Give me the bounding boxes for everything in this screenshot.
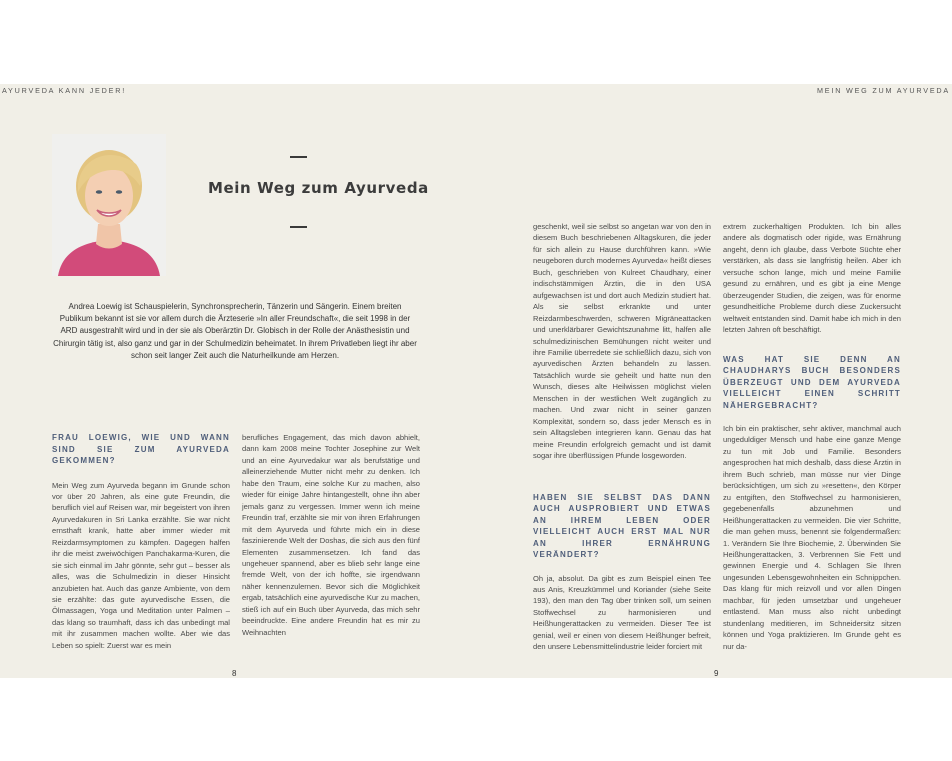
page-number-right: 9: [714, 669, 719, 678]
running-header-left: AYURVEDA KANN JEDER!: [2, 86, 127, 95]
intro-paragraph: Andrea Loewig ist Schauspielerin, Synchronsprecherin, Tänzerin und Sängerin. Einem breiten Publikum bekannt ist sie vor allem durch die Ärzteserie »In aller Freundschaft«, die seit 1998 in der ARD ausgestrahlt wird und in der sie als Oberärztin Dr. Globisch in der Rolle der Anästhesistin und Chirurgin tätig ist, also ganz und gar in der Schulmedizin beheimatet. In ihrem Privatleben liegt ihr aber schon seit langer Zeit auch die Naturheilkunde am Herzen.: [53, 302, 417, 360]
running-header-right: MEIN WEG ZUM AYURVEDA: [817, 86, 950, 95]
author-portrait: [52, 134, 166, 276]
answer-paragraph-6: Ich bin ein praktischer, sehr aktiver, manchmal auch ungeduldiger Mensch und habe eine ganze Menge zu tun mit Job und Familie. Besonders angesprochen hat mich deshalb, dass diese Ärztin in ihrem Buch schrieb, man müsse nur vier Dinge berücksichtigen, um sich zu »resetten«, den Körper zu entgiften, den Stoffwechsel zu harmonisieren, gegebenenfalls abzunehmen und Heißhungerattacken zu vermeiden. Die vier Schritte, die man gehen muss, benennt sie folgendermaßen: 1. Verändern Sie Ihre Biochemie, 2. Überwinden Sie Heißhungerattacken, 3. Verbrennen Sie Fett und gewinnen Energie und 4. Schlagen Sie Ihren ungesunden Lebensgewohnheiten ein Schnippchen. Das klang für mich reizvoll und vor allen Dingen machbar, für jeden umsetzbar und ungeheuer entlastend. Man muss also nicht unbedingt stundenlang meditieren, im Schneidersitz sitzen können und Yoga praktizieren. Im Grunde geht es nur da-: [723, 424, 901, 651]
question-heading-1: FRAU LOEWIG, WIE UND WANN SIND SIE ZUM AYURVEDA GEKOMMEN?: [52, 433, 230, 465]
chapter-title: Mein Weg zum Ayurveda: [208, 179, 429, 197]
left-page-column-2: [242, 432, 420, 638]
page-number-left: 8: [232, 669, 237, 678]
left-page-column-1: [52, 432, 230, 651]
answer-paragraph-4: Oh ja, absolut. Da gibt es zum Beispiel einen Tee aus Anis, Kreuzkümmel und Koriander (siehe Seite 193), den man den Tag über trinken soll, um seinen Stoffwechsel zu harmonisieren und Heißhungerattacken zu vermeiden. Dieser Tee ist genial, weil er einen von diesem Heißhunger befreit, den unsere Lebensmittelindustrie leider forciert mit: [533, 573, 711, 652]
right-page-column-2: [723, 221, 901, 652]
title-dash-top: [290, 156, 307, 158]
answer-paragraph-1: Mein Weg zum Ayurveda begann im Grunde schon vor über 20 Jahren, als eine gute Freundin, die beruflich viel auf Reisen war, mir begeistert von ihren Ayurvedakuren in Sri Lanka erzählte. Sie war nicht ernsthaft krank, hatte aber immer wieder mit Reizdarmsymptomen zu kämpfen. Dagegen halfen ihr die meist zweiwöchigen Panchakarma-Kuren, die sie sich einmal im Jahr gönnte, sehr gut – besser als alles, was die Schulmedizin in dieser Hinsicht anzubieten hat. Auch das ganze Ambiente, von dem sie erzählte: das gute ayurvedische Essen, die Ölmassagen, Yoga und Meditation unter Palmen – das klang so traumhaft, dass ich das unbedingt mal mit ihr zusammen machen wollte. Aber wie das Leben so spielt: Zuerst war es mein: [52, 480, 230, 650]
question-heading-2: HABEN SIE SELBST DAS DANN AUCH AUSPROBIERT UND ETWAS AN IHREM LEBEN ODER VIELLEICHT AUCH ERST MAL NUR AN IHRER ERNÄHRUNG VERÄNDERT?: [533, 492, 711, 560]
answer-paragraph-5: extrem zuckerhaltigen Produkten. Ich bin alles andere als dogmatisch oder rigide, was Ernährung angeht, denn ich glaube, dass Verbote Süchte eher verstärken, als dass sie langfristig heilen. Aber ich versuche schon lange, mich und meine Familie gesund zu ernähren, und es gibt ja eine Menge überzeugender Studien, die zeigen, was für enorme gesundheitliche Probleme durch diese Zuckersucht weltweit entstanden sind. Damit habe ich mich in den letzten Jahren oft beschäftigt.: [723, 222, 901, 335]
question-heading-3: WAS HAT SIE DENN AN CHAUDHARYS BUCH BESONDERS ÜBERZEUGT UND DEM AYURVEDA VIELLEICHT EINEN SCHRITT NÄHERGEBRACHT?: [723, 354, 901, 410]
right-page-column-1: [533, 221, 711, 653]
portrait-illustration: [52, 134, 166, 276]
answer-paragraph-2: berufliches Engagement, das mich davon abhielt, dann kam 2008 meine Tochter Josephine zur Welt und an eine Ayurvedakur war als berufstätige und alleinerziehende Mutter nicht mehr zu denken. Ich habe den Traum, eine solche Kur zu machen, also wieder für einige Jahre hintangestellt, ohne ihn aber jemals ganz zu vergessen. Immer wenn ich meine Freundin traf, erzählte sie mir von ihren Erfahrungen mit dem Ayurveda und führte mich ein in diese faszinierende Welt der Doshas, die sich aus den fünf Elementen zusammensetzen. Ich fand das ungeheuer spannend, aber es blieb sehr lange eine fremde Welt, von der ich hoffte, sie irgendwann näher kennenzulernen. Bevor sich die Möglichkeit ergab, tatsächlich eine ayurvedische Kur zu machen, stieß ich auf ein Buch über Ayurveda, das mich sehr beeindruckte. Eine andere Freundin hat es mir zu Weihnachten: [242, 433, 420, 637]
answer-paragraph-3: geschenkt, weil sie selbst so angetan war von den in diesem Buch beschriebenen Alltagskuren, die jeder für sich allein zu Hause durchführen kann. »Wie neugeboren durch modernes Ayurveda« heißt dieses Buch, geschrieben von Kulreet Chaudhary, einer indischstämmigen Ärztin, die in den USA aufgewachsen ist und dort auch Medizin studiert hat. Als sie selbst erkrankte und unter Reizdarmbeschwerden, schweren Migräneattacken und unerklärbarer Gewichtszunahme litt, halfen alle schulmedizinischen Bemühungen nicht weiter und ihre Familie überredete sie schließlich dazu, sich von ayurvedischen Ärzten behandeln zu lassen. Tatsächlich wurde sie geheilt und hatte nun den Wunsch, dieses alte Heilwissen möglichst vielen Menschen in der westlichen Welt zugänglich zu machen. Und zwar nicht in seiner ganzen Komplexität, sondern so, dass jeder Mensch es in sein Alltagsleben integrieren kann. Genau das hat meine Freundin erfolgreich gemacht und ist damit sogar ihre überflüssigen Pfunde losgeworden.: [533, 222, 711, 461]
title-dash-bottom: [290, 226, 307, 228]
